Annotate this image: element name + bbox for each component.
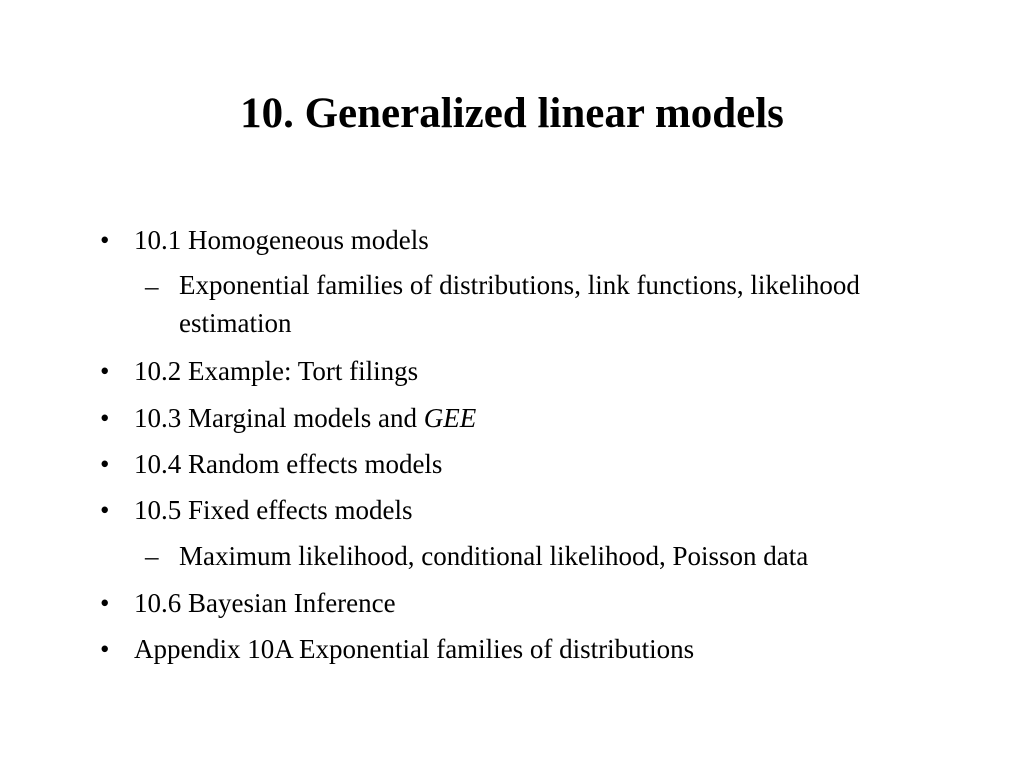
dash-marker: –: [145, 541, 159, 571]
slide-title: 10. Generalized linear models: [240, 90, 784, 137]
bullet-marker: •: [100, 403, 110, 433]
bullet-marker: •: [100, 634, 110, 664]
bullet-marker: •: [100, 356, 110, 386]
sub-bullet-text: Exponential families of distributions, link functions, likelihood estimation: [179, 270, 860, 338]
bullet-marker: •: [100, 225, 110, 255]
bullet-text: 10.5 Fixed effects models: [134, 495, 413, 525]
bullet-text: 10.4 Random effects models: [134, 449, 443, 479]
bullet-text: 10.2 Example: Tort filings: [134, 356, 419, 386]
bullet-marker: •: [100, 588, 110, 618]
bullet-text-plain: 10.3 Marginal models and: [134, 403, 424, 433]
sub-bullet-text: Maximum likelihood, conditional likelihood, Poisson data: [179, 541, 809, 571]
bullet-marker: •: [100, 495, 110, 525]
bullet-text: 10.6 Bayesian Inference: [134, 588, 396, 618]
dash-marker: –: [145, 271, 159, 301]
bullet-marker: •: [100, 449, 110, 479]
bullet-text-italic: GEE: [423, 403, 477, 433]
bullet-text: [134, 398, 476, 438]
bullet-text: 10.1 Homogeneous models: [134, 225, 429, 255]
bullet-text: Appendix 10A Exponential families of distributions: [134, 634, 695, 664]
